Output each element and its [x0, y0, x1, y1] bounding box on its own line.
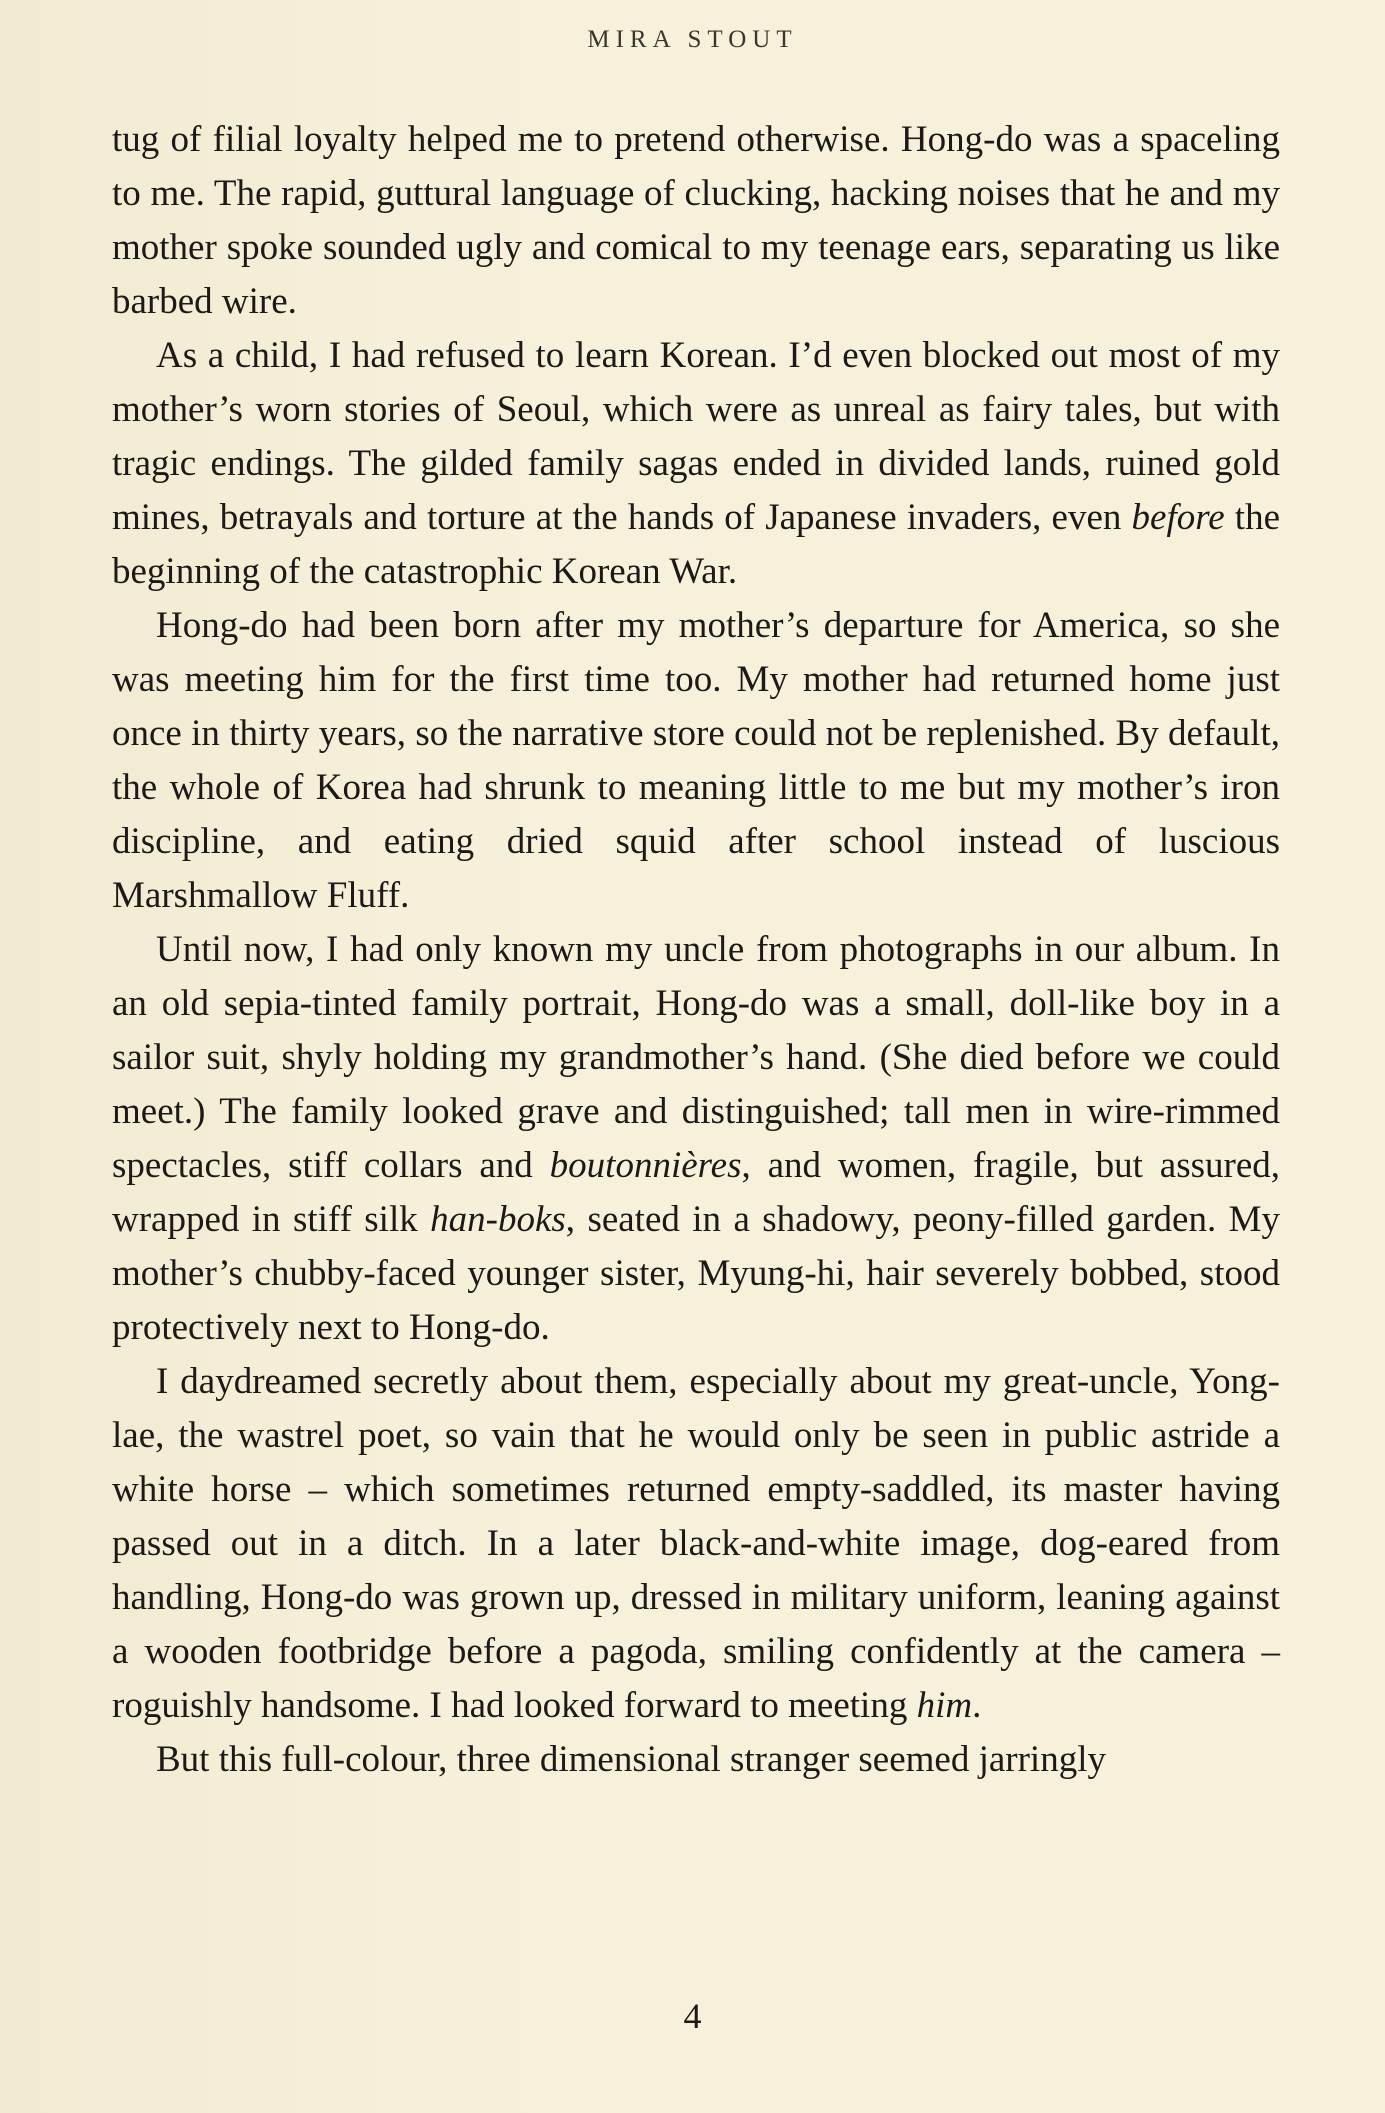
running-head-author: MIRA STOUT: [587, 26, 798, 53]
paragraph-4: [112, 923, 1280, 1355]
paragraph-1-text: tug of filial loyalty helped me to pretend otherwise. Hong-do was a spaceling to me. The rapid, guttural language of clucking, hacking noises that he and my mother spoke sounded ugly and comical to my teenage ears, separating us like barbed wire.: [112, 119, 1280, 322]
paragraph-3: [112, 599, 1280, 923]
paragraph-2-text-a: As a child, I had refused to learn Korean. I’d even blocked out most of my mother’s worn stories of Seoul, which were as unreal as fairy tales, but with tragic endings. The gilded family sagas ended in divided lands, ruined gold mines, betrayals and torture at the hands of Japanese invaders, even: [112, 335, 1280, 538]
paragraph-5-text-a: I daydreamed secretly about them, especially about my great-uncle, Yong-lae, the wastrel poet, so vain that he would only be seen in public astride a white horse – which sometimes returned empty-saddled, its master having passed out in a ditch. In a later black-and-white image, dog-eared from handling, Hong-do was grown up, dressed in military uniform, leaning against a wooden footbridge before a pagoda, smiling confidently at the camera – roguishly handsome. I had looked forward to meeting: [112, 1361, 1280, 1726]
paragraph-6: [112, 1733, 1280, 1787]
paragraph-1: [112, 113, 1280, 329]
paragraph-4-text-b: , and women, fragile, but assured, wrapped in stiff silk: [112, 1145, 1280, 1240]
paragraph-3-text: Hong-do had been born after my mother’s departure for America, so she was meeting him for the first time too. My mother had returned home just once in thirty years, so the narrative store could not be replenished. By default, the whole of Korea had shrunk to meaning little to me but my mother’s iron discipline, and eating dried squid after school instead of luscious Marshmallow Fluff.: [112, 605, 1280, 916]
paragraph-5: [112, 1355, 1280, 1733]
paragraph-5-text-b: .: [972, 1685, 982, 1726]
paragraph-4-text-a: Until now, I had only known my uncle from photographs in our album. In an old sepia-tinted family portrait, Hong-do was a small, doll-like boy in a sailor suit, shyly holding my grandmother’s hand. (She died before we could meet.) The family looked grave and distinguished; tall men in wire-rimmed spectacles, stiff collars and: [112, 929, 1280, 1186]
paragraph-4-emphasis-boutonnieres: boutonnières: [549, 1145, 742, 1186]
paragraph-2-emphasis-before: before: [1131, 497, 1225, 538]
paragraph-6-text: But this full-colour, three dimensional stranger seemed jarringly: [156, 1739, 1106, 1780]
paragraph-2: [112, 329, 1280, 599]
paragraph-2-text-b: the beginning of the catastrophic Korean War.: [112, 497, 1281, 592]
body-text: [112, 113, 1280, 1787]
page-number: 4: [683, 1996, 702, 2036]
paragraph-4-emphasis-han-boks: han-boks: [430, 1199, 566, 1240]
paragraph-4-text-c: , seated in a shadowy, peony-filled garden. My mother’s chubby-faced younger sister, Myung-hi, hair severely bobbed, stood protectively next to Hong-do.: [112, 1199, 1280, 1348]
paragraph-5-emphasis-him: him: [916, 1685, 973, 1726]
